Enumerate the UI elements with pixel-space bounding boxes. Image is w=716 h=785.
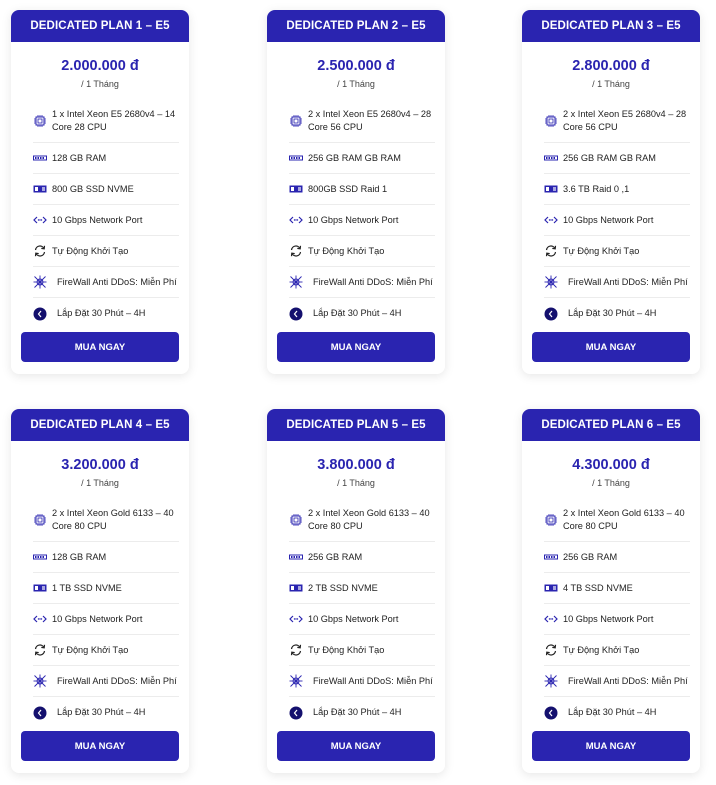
feature-text: Lắp Đặt 30 Phút – 4H bbox=[57, 707, 146, 717]
plan-period: / 1 Tháng bbox=[592, 478, 630, 488]
feature-item bbox=[33, 99, 179, 143]
ssd-icon bbox=[544, 182, 558, 196]
clock-icon bbox=[33, 706, 47, 720]
feature-item bbox=[289, 666, 435, 697]
refresh-icon bbox=[544, 244, 558, 258]
plan-price: 3.200.000 đ bbox=[61, 457, 139, 473]
feature-text: Lắp Đặt 30 Phút – 4H bbox=[568, 707, 657, 717]
ssd-icon bbox=[33, 581, 47, 595]
feature-item bbox=[544, 298, 690, 329]
refresh-icon bbox=[33, 244, 47, 258]
feature-item bbox=[33, 498, 179, 542]
plan-title: DEDICATED PLAN 5 – E5 bbox=[267, 409, 445, 441]
ssd-icon bbox=[289, 182, 303, 196]
refresh-icon bbox=[544, 643, 558, 657]
feature-text: Lắp Đặt 30 Phút – 4H bbox=[313, 308, 402, 318]
cpu-icon bbox=[544, 114, 558, 128]
plan-card-4 bbox=[11, 409, 189, 773]
buy-now-button[interactable]: MUA NGAY bbox=[532, 332, 690, 362]
feature-item bbox=[544, 542, 690, 573]
plan-card-3 bbox=[522, 10, 700, 374]
feature-list bbox=[33, 99, 179, 329]
feature-text: 2 x Intel Xeon Gold 6133 – 40 Core 80 CPU bbox=[52, 507, 174, 531]
ram-icon bbox=[289, 151, 303, 165]
plan-price: 4.300.000 đ bbox=[572, 457, 650, 473]
buy-now-button[interactable]: MUA NGAY bbox=[21, 731, 179, 761]
feature-text: 256 GB RAM bbox=[563, 551, 618, 562]
feature-text: Tự Động Khởi Tạo bbox=[308, 245, 385, 256]
feature-text: 1 TB SSD NVME bbox=[52, 582, 122, 593]
plan-period: / 1 Tháng bbox=[337, 79, 375, 89]
feature-item bbox=[544, 573, 690, 604]
feature-text: 10 Gbps Network Port bbox=[308, 214, 399, 225]
feature-text: 3.6 TB Raid 0 ,1 bbox=[563, 183, 630, 194]
feature-item bbox=[33, 666, 179, 697]
feature-text: FireWall Anti DDoS: Miễn Phí bbox=[57, 276, 177, 287]
feature-item bbox=[33, 542, 179, 573]
feature-item bbox=[33, 573, 179, 604]
ssd-icon bbox=[289, 581, 303, 595]
cpu-icon bbox=[33, 513, 47, 527]
refresh-icon bbox=[289, 643, 303, 657]
feature-item bbox=[544, 174, 690, 205]
plan-price: 3.800.000 đ bbox=[317, 457, 395, 473]
firewall-icon bbox=[544, 674, 558, 688]
plan-title: DEDICATED PLAN 3 – E5 bbox=[522, 10, 700, 42]
feature-item bbox=[33, 143, 179, 174]
feature-text: FireWall Anti DDoS: Miễn Phí bbox=[568, 675, 688, 686]
feature-item bbox=[289, 298, 435, 329]
feature-text: Tự Động Khởi Tạo bbox=[52, 245, 129, 256]
feature-item bbox=[544, 236, 690, 267]
refresh-icon bbox=[33, 643, 47, 657]
feature-text: FireWall Anti DDoS: Miễn Phí bbox=[313, 276, 433, 287]
feature-list bbox=[289, 99, 435, 329]
feature-list bbox=[544, 498, 690, 728]
ram-icon bbox=[544, 550, 558, 564]
feature-item bbox=[33, 697, 179, 728]
plan-price: 2.000.000 đ bbox=[61, 58, 139, 74]
network-icon bbox=[33, 612, 47, 626]
feature-text: 1 x Intel Xeon E5 2680v4 – 14 Core 28 CPU bbox=[52, 108, 176, 132]
feature-text: Lắp Đặt 30 Phút – 4H bbox=[57, 308, 146, 318]
cpu-icon bbox=[289, 114, 303, 128]
feature-item bbox=[289, 143, 435, 174]
network-icon bbox=[544, 213, 558, 227]
feature-text: 2 x Intel Xeon E5 2680v4 – 28 Core 56 CPU bbox=[563, 108, 687, 132]
feature-item bbox=[289, 697, 435, 728]
cpu-icon bbox=[544, 513, 558, 527]
plan-card-2 bbox=[267, 10, 445, 374]
feature-item bbox=[33, 236, 179, 267]
feature-item bbox=[544, 267, 690, 298]
network-icon bbox=[289, 612, 303, 626]
feature-item bbox=[289, 635, 435, 666]
network-icon bbox=[33, 213, 47, 227]
feature-text: 800 GB SSD NVME bbox=[52, 183, 134, 194]
plan-period: / 1 Tháng bbox=[337, 478, 375, 488]
feature-text: 256 GB RAM GB RAM bbox=[308, 152, 401, 163]
ram-icon bbox=[33, 151, 47, 165]
feature-text: 2 TB SSD NVME bbox=[308, 582, 378, 593]
feature-item bbox=[289, 498, 435, 542]
network-icon bbox=[544, 612, 558, 626]
feature-text: 10 Gbps Network Port bbox=[563, 613, 654, 624]
feature-item bbox=[544, 143, 690, 174]
feature-text: 256 GB RAM bbox=[308, 551, 363, 562]
feature-text: 800GB SSD Raid 1 bbox=[308, 183, 388, 194]
refresh-icon bbox=[289, 244, 303, 258]
feature-item bbox=[33, 604, 179, 635]
feature-list bbox=[289, 498, 435, 728]
network-icon bbox=[289, 213, 303, 227]
feature-item bbox=[33, 205, 179, 236]
feature-text: 2 x Intel Xeon Gold 6133 – 40 Core 80 CPU bbox=[563, 507, 685, 531]
feature-text: Lắp Đặt 30 Phút – 4H bbox=[313, 707, 402, 717]
feature-item bbox=[289, 542, 435, 573]
ssd-icon bbox=[544, 581, 558, 595]
ram-icon bbox=[544, 151, 558, 165]
plan-card-1 bbox=[11, 10, 189, 374]
feature-text: Tự Động Khởi Tạo bbox=[563, 644, 640, 655]
feature-list bbox=[33, 498, 179, 728]
feature-list bbox=[544, 99, 690, 329]
plan-period: / 1 Tháng bbox=[592, 79, 630, 89]
clock-icon bbox=[544, 307, 558, 321]
firewall-icon bbox=[33, 674, 47, 688]
firewall-icon bbox=[289, 275, 303, 289]
feature-item bbox=[289, 267, 435, 298]
feature-text: 10 Gbps Network Port bbox=[563, 214, 654, 225]
feature-item bbox=[289, 99, 435, 143]
firewall-icon bbox=[33, 275, 47, 289]
cpu-icon bbox=[289, 513, 303, 527]
feature-item bbox=[289, 604, 435, 635]
feature-text: 256 GB RAM GB RAM bbox=[563, 152, 656, 163]
ram-icon bbox=[33, 550, 47, 564]
buy-now-button[interactable]: MUA NGAY bbox=[277, 731, 435, 761]
feature-text: 128 GB RAM bbox=[52, 551, 107, 562]
feature-item bbox=[544, 666, 690, 697]
feature-text: Tự Động Khởi Tạo bbox=[308, 644, 385, 655]
feature-item bbox=[289, 205, 435, 236]
feature-text: Lắp Đặt 30 Phút – 4H bbox=[568, 308, 657, 318]
buy-now-button[interactable]: MUA NGAY bbox=[532, 731, 690, 761]
feature-text: 4 TB SSD NVME bbox=[563, 582, 633, 593]
buy-now-button[interactable]: MUA NGAY bbox=[277, 332, 435, 362]
feature-text: FireWall Anti DDoS: Miễn Phí bbox=[568, 276, 688, 287]
feature-text: 128 GB RAM bbox=[52, 152, 107, 163]
firewall-icon bbox=[289, 674, 303, 688]
plan-title: DEDICATED PLAN 4 – E5 bbox=[11, 409, 189, 441]
feature-item bbox=[33, 635, 179, 666]
feature-item bbox=[33, 267, 179, 298]
feature-item bbox=[544, 205, 690, 236]
feature-text: Tự Động Khởi Tạo bbox=[52, 644, 129, 655]
ssd-icon bbox=[33, 182, 47, 196]
plan-price: 2.800.000 đ bbox=[572, 58, 650, 74]
feature-text: 10 Gbps Network Port bbox=[308, 613, 399, 624]
clock-icon bbox=[289, 307, 303, 321]
feature-text: 10 Gbps Network Port bbox=[52, 613, 143, 624]
plan-title: DEDICATED PLAN 2 – E5 bbox=[267, 10, 445, 42]
plan-card-6 bbox=[522, 409, 700, 773]
clock-icon bbox=[544, 706, 558, 720]
feature-text: Tự Động Khởi Tạo bbox=[563, 245, 640, 256]
plan-title: DEDICATED PLAN 1 – E5 bbox=[11, 10, 189, 42]
plan-title: DEDICATED PLAN 6 – E5 bbox=[522, 409, 700, 441]
feature-text: 10 Gbps Network Port bbox=[52, 214, 143, 225]
plan-period: / 1 Tháng bbox=[81, 478, 119, 488]
feature-item bbox=[544, 498, 690, 542]
plan-card-5 bbox=[267, 409, 445, 773]
clock-icon bbox=[289, 706, 303, 720]
feature-text: 2 x Intel Xeon E5 2680v4 – 28 Core 56 CPU bbox=[308, 108, 432, 132]
feature-item bbox=[289, 174, 435, 205]
firewall-icon bbox=[544, 275, 558, 289]
feature-item bbox=[544, 697, 690, 728]
buy-now-button[interactable]: MUA NGAY bbox=[21, 332, 179, 362]
clock-icon bbox=[33, 307, 47, 321]
feature-item bbox=[289, 236, 435, 267]
ram-icon bbox=[289, 550, 303, 564]
feature-item bbox=[33, 298, 179, 329]
plan-period: / 1 Tháng bbox=[81, 79, 119, 89]
feature-text: FireWall Anti DDoS: Miễn Phí bbox=[57, 675, 177, 686]
feature-text: FireWall Anti DDoS: Miễn Phí bbox=[313, 675, 433, 686]
feature-item bbox=[289, 573, 435, 604]
feature-item bbox=[544, 99, 690, 143]
feature-item bbox=[544, 635, 690, 666]
cpu-icon bbox=[33, 114, 47, 128]
plan-price: 2.500.000 đ bbox=[317, 58, 395, 74]
feature-text: 2 x Intel Xeon Gold 6133 – 40 Core 80 CPU bbox=[308, 507, 430, 531]
feature-item bbox=[544, 604, 690, 635]
feature-item bbox=[33, 174, 179, 205]
